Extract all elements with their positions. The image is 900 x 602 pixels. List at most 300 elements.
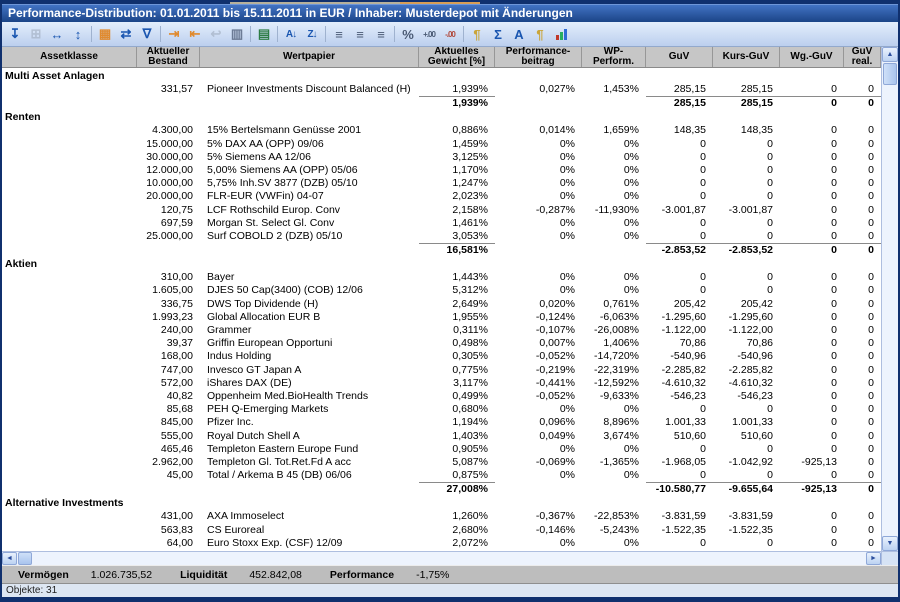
cell-wertpapier: 5% Siemens AA 12/06 bbox=[207, 150, 311, 163]
cell-assetklasse bbox=[2, 190, 137, 203]
cell-wp-perform: -22,853% bbox=[594, 510, 639, 523]
chart-bar bbox=[556, 35, 559, 40]
table-row[interactable] bbox=[2, 138, 881, 151]
table-row[interactable] bbox=[2, 350, 881, 363]
cell-kurs-guv: -1.522,35 bbox=[728, 523, 773, 536]
toolbar-divider bbox=[463, 26, 464, 42]
cell-wg-guv: 0 bbox=[831, 403, 837, 416]
cell-beitrag bbox=[495, 96, 582, 109]
scroll-up-button[interactable] bbox=[882, 47, 898, 62]
cell-guv-real: 0 bbox=[868, 124, 874, 137]
cell-wp-perform: 0% bbox=[623, 163, 639, 176]
table-row[interactable] bbox=[2, 456, 881, 469]
group-sum-row bbox=[2, 96, 881, 109]
cell-wg-guv: 0 bbox=[831, 284, 837, 297]
table-row[interactable] bbox=[2, 284, 881, 297]
cell-wp-perform: 1,659% bbox=[603, 124, 639, 137]
cell-wg-guv: 0 bbox=[831, 297, 837, 310]
cell-assetklasse bbox=[2, 416, 137, 429]
cell-guv-real: 0 bbox=[868, 310, 874, 323]
cell-gewicht: 2,072% bbox=[452, 536, 488, 549]
table-row[interactable] bbox=[2, 164, 881, 177]
cell-beitrag: -0,052% bbox=[535, 389, 575, 402]
cell-guv-real: 0 bbox=[868, 190, 874, 203]
scroll-left-button[interactable] bbox=[2, 552, 17, 565]
cell-kurs-guv: 0 bbox=[767, 150, 773, 163]
table-row[interactable] bbox=[2, 298, 881, 311]
column-header-wg-guv[interactable] bbox=[780, 47, 844, 67]
chart-icon[interactable] bbox=[551, 24, 571, 44]
table-row[interactable] bbox=[2, 510, 881, 523]
table-row[interactable] bbox=[2, 230, 881, 243]
cell-guv-real: 0 bbox=[868, 363, 874, 376]
cell-guv-real: 0 bbox=[868, 376, 874, 389]
period-icon[interactable]: ▦ bbox=[98, 26, 112, 41]
cell-wg-guv: 0 bbox=[831, 271, 837, 284]
cell-beitrag: 0% bbox=[559, 536, 575, 549]
column-header-guv-real[interactable] bbox=[844, 47, 881, 67]
cell-assetklasse bbox=[2, 271, 137, 284]
cell-gewicht: 0,498% bbox=[452, 337, 488, 350]
cell-gewicht: 1,403% bbox=[452, 429, 488, 442]
column-header-assetklasse[interactable] bbox=[2, 47, 137, 67]
horizontal-scrollbar[interactable] bbox=[2, 552, 881, 565]
cell-kurs-guv: -2.285,82 bbox=[728, 363, 773, 376]
vertical-scrollbar[interactable] bbox=[881, 47, 898, 551]
insert-column-right-icon[interactable]: ⇥ bbox=[168, 26, 180, 41]
insert-column-left-icon[interactable]: ⇤ bbox=[189, 26, 201, 41]
column-header-wertpapier[interactable] bbox=[200, 47, 419, 67]
cell-wertpapier: Oppenheim Med.BioHealth Trends bbox=[207, 389, 369, 402]
cell-assetklasse bbox=[2, 284, 137, 297]
cell-wertpapier: 5,75% Inh.SV 3877 (DZB) 05/10 bbox=[207, 177, 358, 190]
undo-column-icon[interactable]: ↩ bbox=[210, 26, 222, 41]
cell-bestand bbox=[137, 482, 200, 495]
group-label: Renten bbox=[5, 111, 41, 124]
cell-beitrag: 0% bbox=[559, 271, 575, 284]
cell-guv-real: 0 bbox=[868, 536, 874, 549]
sort-asc-icon[interactable]: A↓ bbox=[285, 28, 297, 40]
cell-kurs-guv: 285,15 bbox=[740, 83, 773, 95]
cell-guv: 510,60 bbox=[673, 429, 706, 442]
cell-wertpapier bbox=[200, 482, 419, 495]
cell-wertpapier: CS Euroreal bbox=[207, 523, 265, 536]
scroll-down-icon: ▼ bbox=[886, 540, 894, 547]
cell-kurs-guv: -4.610,32 bbox=[728, 376, 773, 389]
cell-kurs-guv: 0 bbox=[767, 271, 773, 284]
cell-beitrag: -0,107% bbox=[535, 324, 575, 336]
currency-format-icon[interactable]: ¶ bbox=[473, 26, 481, 42]
column-header-label: Gewicht [%] bbox=[427, 56, 486, 67]
table-row[interactable] bbox=[2, 311, 881, 324]
cell-guv-real: 0 bbox=[868, 137, 874, 150]
toolbar-divider bbox=[277, 26, 278, 42]
cell-beitrag: 0% bbox=[559, 469, 575, 482]
vertical-scroll-thumb[interactable] bbox=[883, 63, 897, 85]
cell-wg-guv: 0 bbox=[831, 389, 837, 402]
cell-assetklasse bbox=[2, 337, 137, 350]
cell-gewicht: 2,158% bbox=[452, 203, 488, 216]
horizontal-scroll-thumb[interactable] bbox=[18, 552, 32, 565]
horizontal-scroll-track[interactable] bbox=[33, 552, 866, 565]
percent-icon[interactable]: % bbox=[402, 26, 414, 42]
table-row[interactable] bbox=[2, 443, 881, 456]
group-label: Aktien bbox=[5, 258, 38, 271]
column-header-label: beitrag bbox=[521, 56, 555, 67]
cell-gewicht: 0,875% bbox=[452, 469, 488, 482]
cell-wertpapier: FLR-EUR (VWFin) 04-07 bbox=[207, 190, 324, 203]
fit-height-icon[interactable]: ↕ bbox=[74, 26, 82, 42]
cell-gewicht: 1,247% bbox=[452, 177, 488, 190]
cell-assetklasse bbox=[2, 469, 137, 482]
table-row[interactable] bbox=[2, 177, 881, 190]
cell-guv-real: 0 bbox=[868, 216, 874, 229]
cell-guv: -4.610,32 bbox=[661, 376, 706, 389]
cell-bestand: 431,00 bbox=[160, 510, 193, 523]
column-header-guv[interactable] bbox=[646, 47, 713, 67]
cell-wg-guv: 0 bbox=[831, 523, 837, 536]
align-left-icon[interactable]: ≡ bbox=[335, 26, 343, 42]
cell-wertpapier: Morgan St. Select Gl. Conv bbox=[207, 216, 335, 229]
cell-gewicht: 0,311% bbox=[453, 324, 488, 336]
background-window-segment bbox=[230, 2, 400, 4]
cell-wertpapier: DJES 50 Cap(3400) (COB) 12/06 bbox=[207, 284, 363, 297]
histogram-icon[interactable]: ▥ bbox=[230, 26, 244, 41]
cell-beitrag: 0% bbox=[559, 403, 575, 416]
cell-gewicht: 1,939% bbox=[452, 83, 488, 95]
cell-wertpapier: Total / Arkema B 45 (DB) 06/06 bbox=[207, 469, 352, 482]
cell-wp-perform: 0% bbox=[623, 403, 639, 416]
cell-beitrag: 0,027% bbox=[539, 83, 575, 95]
cell-assetklasse bbox=[2, 524, 137, 537]
cell-wg-guv: 0 bbox=[831, 310, 837, 323]
cell-kurs-guv: 0 bbox=[767, 469, 773, 482]
cell-beitrag: 0% bbox=[559, 284, 575, 297]
cell-guv: 285,15 bbox=[646, 96, 713, 109]
cell-wp-perform: 0% bbox=[623, 229, 639, 242]
table-row[interactable] bbox=[2, 271, 881, 284]
table-columns-icon[interactable]: ▤ bbox=[257, 26, 271, 41]
cell-assetklasse bbox=[2, 124, 137, 137]
cell-wertpapier: Pioneer Investments Discount Balanced (H) bbox=[207, 83, 411, 95]
cell-wertpapier: iShares DAX (DE) bbox=[207, 376, 292, 389]
cell-beitrag: 0,020% bbox=[539, 297, 575, 310]
cell-wp-perform: 0% bbox=[623, 271, 639, 284]
liquiditaet-value: 452.842,08 bbox=[249, 568, 302, 581]
cell-guv: 0 bbox=[700, 163, 706, 176]
table-row[interactable] bbox=[2, 364, 881, 377]
column-header-label: Aktueller bbox=[146, 47, 190, 57]
align-right-icon[interactable]: ≡ bbox=[377, 26, 385, 42]
cell-wp-perform: 0% bbox=[623, 190, 639, 203]
cell-wp-perform: 0% bbox=[623, 442, 639, 455]
window-bottom-edge bbox=[2, 597, 898, 600]
table-body bbox=[2, 68, 881, 551]
sort-desc-icon[interactable]: Z↓ bbox=[307, 28, 317, 40]
cell-guv: 0 bbox=[700, 284, 706, 297]
cell-wertpapier: 15% Bertelsmann Genüsse 2001 bbox=[207, 124, 362, 137]
cell-kurs-guv: -546,23 bbox=[737, 389, 773, 402]
cell-gewicht: 1,939% bbox=[419, 96, 495, 109]
cell-wertpapier: Griffin European Opportuni bbox=[207, 337, 333, 350]
cell-guv-real: 0 bbox=[868, 177, 874, 190]
cell-guv: 0 bbox=[700, 469, 706, 482]
table-row[interactable] bbox=[2, 204, 881, 217]
cell-assetklasse bbox=[2, 456, 137, 469]
cell-wp-perform: 0% bbox=[623, 137, 639, 150]
cell-kurs-guv: 0 bbox=[767, 163, 773, 176]
table bbox=[2, 47, 881, 551]
vertical-scroll-track[interactable] bbox=[882, 86, 898, 536]
table-row[interactable] bbox=[2, 524, 881, 537]
cell-wg-guv: 0 bbox=[780, 96, 844, 109]
column-header-label: Wertpapier bbox=[282, 51, 336, 62]
cell-assetklasse bbox=[2, 204, 137, 217]
cell-assetklasse bbox=[2, 164, 137, 177]
table-row[interactable] bbox=[2, 377, 881, 390]
cell-beitrag: 0,014% bbox=[539, 124, 575, 137]
cell-wertpapier bbox=[200, 243, 419, 256]
refresh-icon[interactable]: ⇄ bbox=[120, 26, 132, 41]
vermoegen-label: Vermögen bbox=[18, 568, 69, 581]
table-row[interactable] bbox=[2, 469, 881, 482]
cell-kurs-guv: -3.001,87 bbox=[728, 203, 773, 216]
cell-bestand: 747,00 bbox=[160, 363, 193, 376]
cell-guv-real: 0 bbox=[868, 416, 874, 429]
column-header-bestand[interactable] bbox=[137, 47, 200, 67]
cell-assetklasse bbox=[2, 298, 137, 311]
cell-wp-perform: -9,633% bbox=[599, 389, 639, 402]
cell-guv: 0 bbox=[700, 403, 706, 416]
cell-beitrag: 0% bbox=[559, 216, 575, 229]
cell-wp-perform: 0% bbox=[623, 150, 639, 163]
cell-gewicht: 16,581% bbox=[419, 243, 495, 256]
font-icon[interactable]: A bbox=[514, 26, 524, 42]
cell-guv-real: 0 bbox=[868, 271, 874, 284]
add-decimal-icon[interactable]: +.00 bbox=[423, 29, 435, 39]
cell-wp-perform: 3,674% bbox=[603, 429, 639, 442]
cell-beitrag: -0,124% bbox=[535, 310, 575, 323]
status-bar bbox=[2, 565, 898, 584]
cell-gewicht: 3,053% bbox=[452, 229, 488, 242]
cell-wg-guv: 0 bbox=[831, 229, 837, 242]
cell-assetklasse bbox=[2, 311, 137, 324]
cell-wg-guv: -925,13 bbox=[801, 455, 837, 468]
cell-beitrag: 0% bbox=[559, 442, 575, 455]
cell-bestand: 39,37 bbox=[166, 337, 193, 350]
cell-guv: -1.122,00 bbox=[661, 324, 706, 336]
toolbar-divider bbox=[394, 26, 395, 42]
cell-assetklasse bbox=[2, 482, 137, 495]
cell-guv: 0 bbox=[700, 190, 706, 203]
cell-wp-perform: 0% bbox=[623, 284, 639, 297]
pivot-icon[interactable]: ¶ bbox=[536, 26, 544, 42]
cell-gewicht: 1,461% bbox=[452, 216, 488, 229]
cell-wg-guv: 0 bbox=[831, 510, 837, 523]
remove-decimal-icon[interactable]: -.00 bbox=[445, 29, 455, 39]
cell-guv: -3.001,87 bbox=[661, 203, 706, 216]
chart-bar bbox=[564, 29, 567, 40]
cell-wertpapier: PEH Q-Emerging Markets bbox=[207, 403, 329, 416]
cell-wg-guv: 0 bbox=[831, 216, 837, 229]
cell-wp-perform: -14,720% bbox=[594, 350, 639, 363]
toolbar-divider bbox=[325, 26, 326, 42]
fit-width-icon[interactable]: ↔ bbox=[50, 26, 64, 42]
cell-wg-guv: 0 bbox=[831, 442, 837, 455]
column-header-wp-perform[interactable] bbox=[582, 47, 646, 67]
cell-bestand: 40,82 bbox=[166, 389, 193, 402]
cell-kurs-guv: 510,60 bbox=[740, 429, 773, 442]
cell-bestand: 120,75 bbox=[160, 203, 193, 216]
cell-wp-perform bbox=[582, 96, 646, 109]
cell-guv: -3.831,59 bbox=[661, 510, 706, 523]
cell-guv: -10.580,77 bbox=[646, 482, 713, 495]
cell-gewicht: 0,499% bbox=[452, 389, 488, 402]
table-row[interactable] bbox=[2, 217, 881, 230]
cell-beitrag: 0% bbox=[559, 177, 575, 190]
cell-gewicht: 0,886% bbox=[452, 124, 488, 137]
cell-guv-real: 0 bbox=[868, 523, 874, 536]
cell-gewicht: 2,649% bbox=[452, 297, 488, 310]
table-row[interactable] bbox=[2, 337, 881, 350]
cell-wp-perform: 0% bbox=[623, 536, 639, 549]
cell-guv-real: 0 bbox=[868, 203, 874, 216]
cell-wg-guv: 0 bbox=[831, 190, 837, 203]
table-row[interactable] bbox=[2, 416, 881, 429]
cell-wg-guv: -925,13 bbox=[780, 482, 844, 495]
cell-gewicht: 5,312% bbox=[452, 284, 488, 297]
table-row[interactable] bbox=[2, 324, 881, 337]
table-row[interactable] bbox=[2, 390, 881, 403]
align-center-icon[interactable]: ≡ bbox=[356, 26, 364, 42]
export-icon[interactable]: ↧ bbox=[9, 26, 21, 41]
group-label: Alternative Investments bbox=[5, 497, 124, 510]
table-header bbox=[2, 47, 881, 68]
cell-wg-guv: 0 bbox=[831, 124, 837, 137]
table-row[interactable] bbox=[2, 430, 881, 443]
cell-kurs-guv: 205,42 bbox=[740, 297, 773, 310]
cell-gewicht: 1,459% bbox=[452, 137, 488, 150]
cell-bestand: 1.605,00 bbox=[152, 284, 193, 297]
cell-beitrag: -0,052% bbox=[535, 350, 575, 363]
column-header-beitrag[interactable] bbox=[495, 47, 582, 67]
cell-guv-real: 0 bbox=[844, 96, 881, 109]
cell-wp-perform: 8,896% bbox=[603, 416, 639, 429]
scroll-down-button[interactable] bbox=[882, 536, 898, 551]
cell-gewicht: 2,680% bbox=[452, 523, 488, 536]
cell-assetklasse bbox=[2, 230, 137, 243]
cell-beitrag bbox=[495, 243, 582, 256]
cell-wp-perform: 0% bbox=[623, 216, 639, 229]
cell-kurs-guv: 0 bbox=[767, 216, 773, 229]
cell-guv: 0 bbox=[700, 137, 706, 150]
table-row[interactable] bbox=[2, 151, 881, 164]
table-row[interactable] bbox=[2, 190, 881, 203]
cell-guv-real: 0 bbox=[868, 442, 874, 455]
sum-icon[interactable]: Σ bbox=[494, 26, 502, 42]
table-row[interactable] bbox=[2, 403, 881, 416]
cell-wg-guv: 0 bbox=[831, 429, 837, 442]
cell-wg-guv: 0 bbox=[831, 150, 837, 163]
column-header-label: Assetklasse bbox=[40, 51, 98, 62]
cell-assetklasse bbox=[2, 324, 137, 337]
filter-icon[interactable]: ∇ bbox=[142, 26, 152, 41]
toolbar bbox=[2, 22, 898, 47]
column-header-label: Kurs-GuV bbox=[722, 51, 770, 62]
cell-kurs-guv: -2.853,52 bbox=[713, 243, 780, 256]
column-header-label: GuV bbox=[668, 51, 690, 62]
cell-guv-real: 0 bbox=[868, 163, 874, 176]
cell-assetklasse bbox=[2, 83, 137, 96]
table-row[interactable] bbox=[2, 83, 881, 96]
cell-guv: -1.968,05 bbox=[661, 455, 706, 468]
cell-assetklasse bbox=[2, 430, 137, 443]
cell-assetklasse bbox=[2, 403, 137, 416]
group-sum-row bbox=[2, 243, 881, 256]
cell-gewicht: 0,775% bbox=[452, 363, 488, 376]
cell-bestand: 465,46 bbox=[160, 442, 193, 455]
copy-icon[interactable]: ⊞ bbox=[30, 26, 42, 41]
cell-beitrag bbox=[495, 482, 582, 495]
table-row[interactable] bbox=[2, 124, 881, 137]
cell-wg-guv: 0 bbox=[831, 324, 837, 336]
cell-guv-real: 0 bbox=[844, 482, 881, 495]
cell-gewicht: 0,905% bbox=[452, 442, 488, 455]
cell-wertpapier: Bayer bbox=[207, 271, 235, 284]
liquiditaet-label: Liquidität bbox=[180, 568, 228, 581]
cell-beitrag: -0,069% bbox=[535, 455, 575, 468]
cell-wg-guv: 0 bbox=[780, 243, 844, 256]
cell-assetklasse bbox=[2, 151, 137, 164]
cell-assetklasse bbox=[2, 377, 137, 390]
cell-beitrag: 0% bbox=[559, 163, 575, 176]
scroll-right-icon: ► bbox=[870, 555, 877, 562]
column-header-label: real. bbox=[851, 56, 873, 67]
scroll-left-icon: ◄ bbox=[6, 555, 13, 562]
column-header-label: Bestand bbox=[148, 56, 188, 67]
cell-wp-perform: -1,365% bbox=[599, 455, 639, 468]
cell-wertpapier: Global Allocation EUR B bbox=[207, 310, 321, 323]
table-row[interactable] bbox=[2, 537, 881, 550]
cell-bestand: 310,00 bbox=[160, 271, 193, 284]
cell-kurs-guv: -1.122,00 bbox=[728, 324, 773, 336]
cell-gewicht: 3,125% bbox=[452, 150, 488, 163]
cell-gewicht: 5,087% bbox=[452, 455, 488, 468]
cell-wertpapier: LCF Rothschild Europ. Conv bbox=[207, 203, 341, 216]
cell-bestand: 4.300,00 bbox=[152, 124, 193, 137]
cell-guv-real: 0 bbox=[868, 337, 874, 350]
cell-gewicht: 1,194% bbox=[452, 416, 488, 429]
cell-wp-perform: 1,406% bbox=[603, 337, 639, 350]
cell-bestand: 336,75 bbox=[160, 297, 193, 310]
cell-beitrag: -0,219% bbox=[535, 363, 575, 376]
cell-wg-guv: 0 bbox=[831, 363, 837, 376]
cell-guv-real: 0 bbox=[868, 455, 874, 468]
cell-bestand bbox=[137, 243, 200, 256]
column-header-gewicht[interactable] bbox=[419, 47, 495, 67]
cell-wertpapier: Templeton Gl. Tot.Ret.Fd A acc bbox=[207, 455, 351, 468]
column-header-kurs-guv[interactable] bbox=[713, 47, 780, 67]
cell-assetklasse bbox=[2, 443, 137, 456]
cell-beitrag: 0% bbox=[559, 137, 575, 150]
cell-bestand: 10.000,00 bbox=[146, 177, 193, 190]
cell-kurs-guv: 0 bbox=[767, 442, 773, 455]
performance-label: Performance bbox=[329, 568, 395, 581]
group-sum-row bbox=[2, 482, 881, 495]
column-header-label: WP- bbox=[603, 47, 624, 57]
scroll-right-button[interactable] bbox=[866, 552, 881, 565]
cell-wertpapier: 5% DAX AA (OPP) 09/06 bbox=[207, 137, 324, 150]
